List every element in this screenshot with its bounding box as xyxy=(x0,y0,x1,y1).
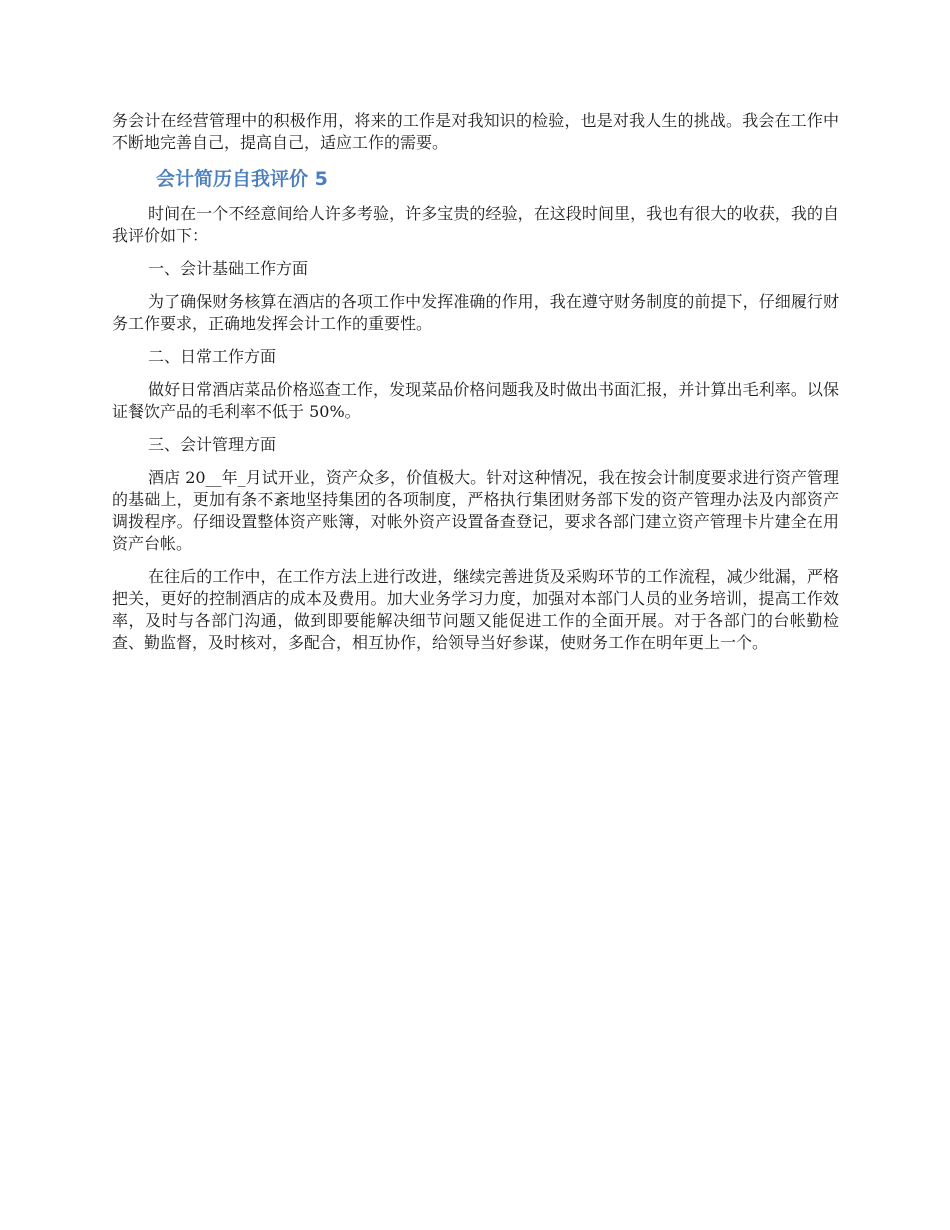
intro-paragraph: 务会计在经营管理中的积极作用，将来的工作是对我知识的检验，也是对我人生的挑战。我会在工作中不断地完善自己，提高自己，适应工作的需要。 xyxy=(112,111,839,152)
body-paragraph: 为了确保财务核算在酒店的各项工作中发挥准确的作用，我在遵守财务制度的前提下，仔细履行财务工作要求，正确地发挥会计工作的重要性。 xyxy=(112,292,839,333)
body-paragraph: 在往后的工作中，在工作方法上进行改进，继续完善进货及采购环节的工作流程，减少纰漏，严格把关，更好的控制酒店的成本及费用。加大业务学习力度，加强对本部门人员的业务培训，提高工作效率，及时与各部门沟通，做到即要能解决细节问题又能促进工作的全面开展。对于各部门的台帐勤检查、勤监督，及时核对，多配合，相互协作，给领导当好参谋，使财务工作在明年更上一个。 xyxy=(112,567,839,652)
subheading-basic-work: 一、会计基础工作方面 xyxy=(148,259,309,278)
body-paragraph: 酒店 20__年_月试开业，资产众多，价值极大。针对这种情况，我在按会计制度要求进行资产管理的基础上，更加有条不紊地坚持集团的各项制度，严格执行集团财务部下发的资产管理办法及内部资产调拨程序。仔细设置整体资产账簿，对帐外资产设置备查登记，要求各部门建立资产管理卡片建全在用资产台帐。 xyxy=(112,468,839,553)
subheading-management: 三、会计管理方面 xyxy=(148,435,277,454)
subheading-daily-work: 二、日常工作方面 xyxy=(148,347,277,366)
body-paragraph: 做好日常酒店菜品价格巡查工作，发现菜品价格问题我及时做出书面汇报，并计算出毛利率。以保证餐饮产品的毛利率不低于 50%。 xyxy=(112,380,839,421)
section-title: 会计简历自我评价 5 xyxy=(156,168,328,190)
body-paragraph: 时间在一个不经意间给人许多考验，许多宝贵的经验，在这段时间里，我也有很大的收获，我的自我评价如下： xyxy=(112,204,839,245)
document-page xyxy=(112,110,839,665)
